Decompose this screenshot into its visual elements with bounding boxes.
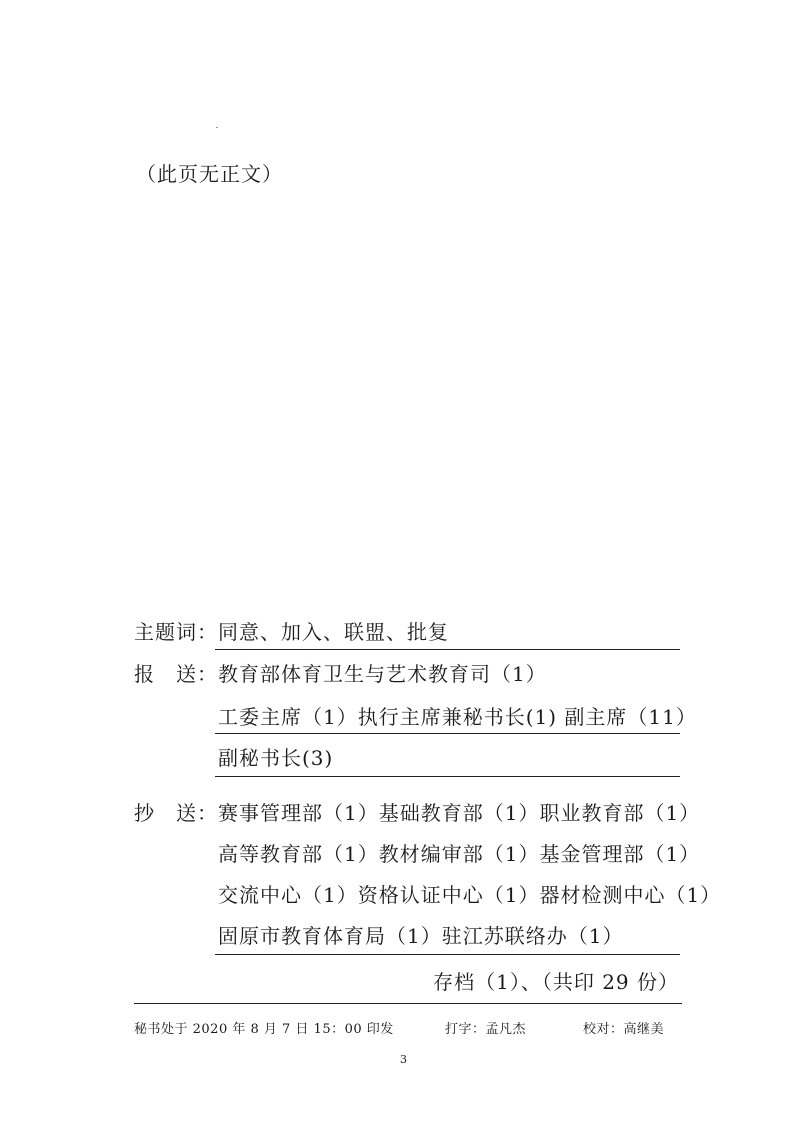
- copy-line: 高等教育部（1）教材编审部（1）基金管理部（1）: [218, 842, 701, 866]
- rule-report-2: [215, 776, 680, 777]
- copy-line: 交流中心（1）资格认证中心（1）器材检测中心（1）: [218, 883, 722, 907]
- archive-note: 存档（1）、（共印 29 份）: [433, 970, 679, 994]
- copy-label: 抄 送：: [134, 801, 218, 825]
- copy-line: 固原市教育体育局（1）驻江苏联络办（1）: [218, 924, 624, 948]
- subject-terms: 同意、加入、联盟、批复: [218, 620, 449, 644]
- rule-copy: [215, 954, 680, 955]
- page-number: 3: [400, 1053, 407, 1066]
- report-label: 报 送：: [134, 662, 218, 686]
- report-line: 副秘书长(3): [218, 746, 334, 770]
- report-line: 教育部体育卫生与艺术教育司（1）: [218, 662, 547, 686]
- subject-label: 主题词：: [134, 620, 218, 644]
- no-body-text-note: （此页无正文）: [136, 162, 283, 186]
- typist-note: 打字：孟凡杰: [445, 1022, 527, 1037]
- proofreader-note: 校对：高继美: [583, 1022, 665, 1037]
- issued-note: 秘书处于 2020 年 8 月 7 日 15：00 印发: [134, 1022, 394, 1037]
- report-line: 工委主席（1）执行主席兼秘书长(1) 副主席（11）: [218, 705, 697, 729]
- scan-speck: [216, 127, 218, 128]
- copy-line: 赛事管理部（1）基础教育部（1）职业教育部（1）: [218, 801, 701, 825]
- rule-report-1: [215, 733, 680, 734]
- rule-footer: [134, 1003, 682, 1004]
- rule-subject: [215, 649, 680, 650]
